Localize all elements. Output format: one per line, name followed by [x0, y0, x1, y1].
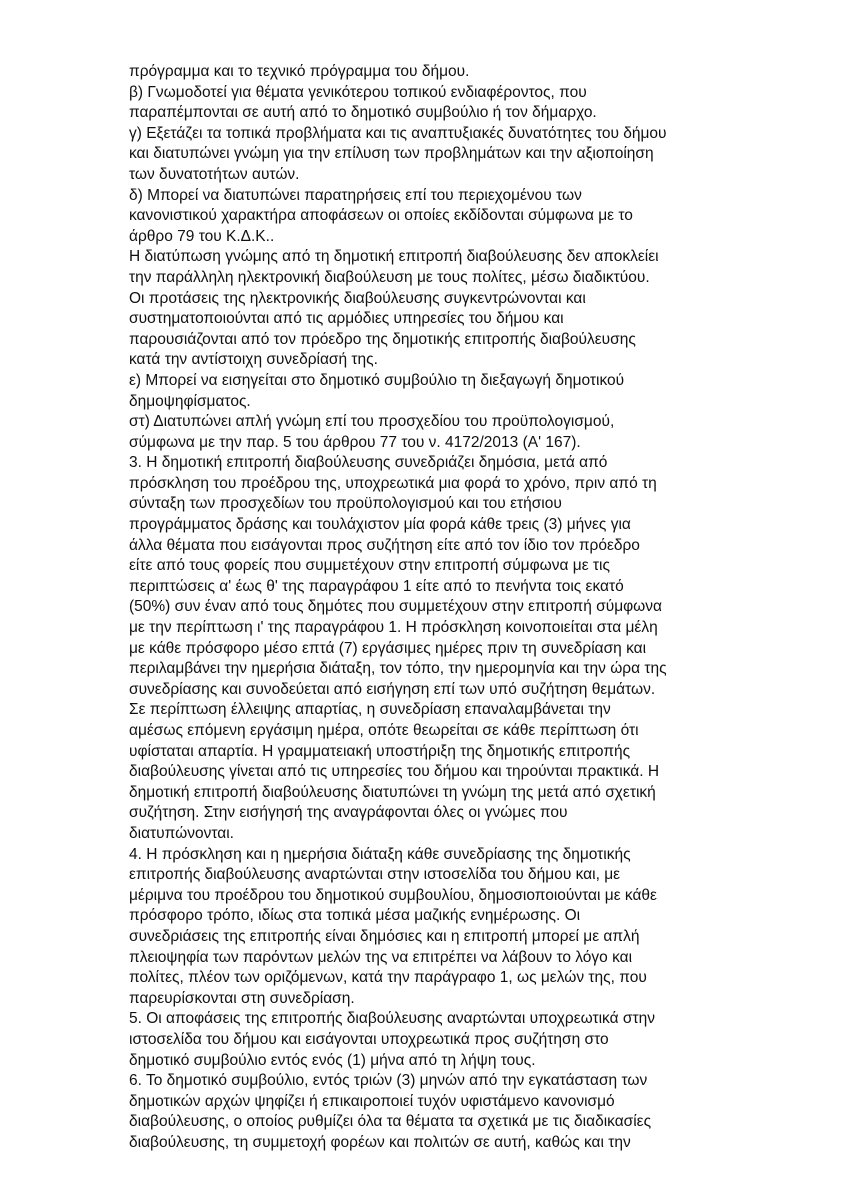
- text-line: συζήτηση. Στην εισήγησή της αναγράφονται όλες οι γνώμες που: [129, 804, 568, 822]
- text-line: προγράμματος δράσης και τουλάχιστον μία φορά κάθε τρεις (3) μήνες για: [129, 516, 631, 534]
- text-line: επιτροπής διαβούλευσης αναρτώνται στην ιστοσελίδα του δήμου και, με: [129, 866, 621, 884]
- text-line: μέριμνα του προέδρου του δημοτικού συμβουλίου, δημοσιοποιούνται με κάθε: [129, 886, 657, 904]
- text-line: διαβούλευσης, τη συμμετοχή φορέων και πολιτών σε αυτή, καθώς και την: [129, 1133, 631, 1151]
- text-line: πολίτες, πλέον των οριζόμενων, κατά την παράγραφο 1, ως μελών της, που: [129, 969, 647, 987]
- text-line: και διατυπώνει γνώμη για την επίλυση των προβλημάτων και την αξιοποίηση: [129, 145, 654, 163]
- text-line: (50%) συν έναν από τους δημότες που συμμετέχουν στην επιτροπή σύμφωνα: [129, 598, 662, 616]
- text-line: παρευρίσκονται στη συνεδρίαση.: [129, 989, 355, 1007]
- text-line: Οι προτάσεις της ηλεκτρονικής διαβούλευσης συγκεντρώνονται και: [129, 289, 586, 307]
- text-line: συνεδριάσεις της επιτροπής είναι δημόσιες και η επιτροπή μπορεί με απλή: [129, 927, 640, 945]
- text-line: διαβούλευσης γίνεται από τις υπηρεσίες του δήμου και τηρούνται πρακτικά. Η: [129, 763, 660, 781]
- text-line: άρθρο 79 του Κ.Δ.Κ..: [129, 227, 275, 245]
- text-line: σύνταξη των προσχεδίων του προϋπολογισμού και του ετήσιου: [129, 495, 562, 513]
- text-line: 5. Οι αποφάσεις της επιτροπής διαβούλευσης αναρτώνται υποχρεωτικά στην: [129, 1010, 655, 1028]
- text-line: διαβούλευσης, ο οποίος ρυθμίζει όλα τα θέματα τα σχετικά με τις διαδικασίες: [129, 1113, 652, 1131]
- text-line: 3. Η δημοτική επιτροπή διαβούλευσης συνεδριάζει δημόσια, μετά από: [129, 454, 608, 472]
- text-line: δημοψηφίσματος.: [129, 392, 251, 410]
- text-line: την παράλληλη ηλεκτρονική διαβούλευση με τους πολίτες, μέσω διαδικτύου.: [129, 268, 650, 286]
- text-line: κατά την αντίστοιχη συνεδρίασή της.: [129, 351, 378, 369]
- text-line: παρουσιάζονται από τον πρόεδρο της δημοτικής επιτροπής διαβούλευσης: [129, 330, 636, 348]
- text-line: δημοτική επιτροπή διαβούλευσης διατυπώνει τη γνώμη της μετά από σχετική: [129, 783, 656, 801]
- text-line: σύμφωνα με την παρ. 5 του άρθρου 77 του ν. 4172/2013 (Α' 167).: [129, 433, 581, 451]
- text-line: Σε περίπτωση έλλειψης απαρτίας, η συνεδρίαση επαναλαμβάνεται την: [129, 701, 611, 719]
- text-line: συστηματοποιούνται από τις αρμόδιες υπηρεσίες του δήμου και: [129, 310, 564, 328]
- text-line: 6. Το δημοτικό συμβούλιο, εντός τριών (3) μηνών από την εγκατάσταση των: [129, 1072, 648, 1090]
- text-line: γ) Εξετάζει τα τοπικά προβλήματα και τις αναπτυξιακές δυνατότητες του δήμου: [129, 124, 667, 142]
- text-line: δημοτικών αρχών ψηφίζει ή επικαιροποιεί τυχόν υφιστάμενο κανονισμό: [129, 1092, 615, 1110]
- text-line: δ) Μπορεί να διατυπώνει παρατηρήσεις επί του περιεχομένου των: [129, 186, 582, 204]
- text-line: περιπτώσεις α' έως θ' της παραγράφου 1 είτε από το πενήντα τοις εκατό: [129, 577, 624, 595]
- text-line: πρόσφορο τρόπο, ιδίως στα τοπικά μέσα μαζικής ενημέρωσης. Οι: [129, 907, 581, 925]
- text-line: δημοτικό συμβούλιο εντός ενός (1) μήνα από τη λήψη τους.: [129, 1051, 536, 1069]
- text-line: παραπέμπονται σε αυτή από το δημοτικό συμβούλιο ή τον δήμαρχο.: [129, 104, 597, 122]
- text-line: πλειοψηφία των παρόντων μελών της να επιτρέπει να λάβουν το λόγο και: [129, 948, 633, 966]
- text-line: 4. Η πρόσκληση και η ημερήσια διάταξη κάθε συνεδρίασης της δημοτικής: [129, 845, 631, 863]
- text-line: πρόγραμμα και το τεχνικό πρόγραμμα του δήμου.: [129, 63, 470, 80]
- text-line: με την περίπτωση ι' της παραγράφου 1. Η πρόσκληση κοινοποιείται στα μέλη: [129, 619, 658, 637]
- text-line: συνεδρίασης και συνοδεύεται από εισήγηση επί των υπό συζήτηση θεμάτων.: [129, 680, 656, 698]
- text-line: Η διατύπωση γνώμης από τη δημοτική επιτροπή διαβούλευσης δεν αποκλείει: [129, 248, 659, 266]
- text-line: των δυνατοτήτων αυτών.: [129, 165, 300, 183]
- text-line: πρόσκληση του προέδρου της, υποχρεωτικά μια φορά το χρόνο, πριν από τη: [129, 474, 657, 492]
- text-line: είτε από τους φορείς που συμμετέχουν στην επιτροπή σύμφωνα με τις: [129, 557, 610, 575]
- text-line: β) Γνωμοδοτεί για θέματα γενικότερου τοπικού ενδιαφέροντος, που: [129, 83, 587, 101]
- text-line: άλλα θέματα που εισάγονται προς συζήτηση είτε από τον ίδιο τον πρόεδρο: [129, 536, 640, 554]
- text-line: ιστοσελίδα του δήμου και εισάγονται υποχρεωτικά προς συζήτηση στο: [129, 1030, 609, 1048]
- text-line: διατυπώνονται.: [129, 824, 234, 842]
- text-line: περιλαμβάνει την ημερήσια διάταξη, τον τόπο, την ημερομηνία και την ώρα της: [129, 660, 667, 678]
- text-line: υφίσταται απαρτία. Η γραμματειακή υποστήριξη της δημοτικής επιτροπής: [129, 742, 631, 760]
- text-line: ε) Μπορεί να εισηγείται στο δημοτικό συμβούλιο τη διεξαγωγή δημοτικού: [129, 371, 625, 389]
- text-line: αμέσως επόμενη εργάσιμη ημέρα, οπότε θεωρείται σε κάθε περίπτωση ότι: [129, 722, 639, 739]
- document-body-text: [129, 62, 749, 1153]
- text-line: με κάθε πρόσφορο μέσο επτά (7) εργάσιμες ημέρες πριν τη συνεδρίαση και: [129, 639, 647, 657]
- text-line: στ) Διατυπώνει απλή γνώμη επί του προσχεδίου του προϋπολογισμού,: [129, 413, 615, 431]
- text-line: κανονιστικού χαρακτήρα αποφάσεων οι οποίες εκδίδονται σύμφωνα με το: [129, 207, 633, 225]
